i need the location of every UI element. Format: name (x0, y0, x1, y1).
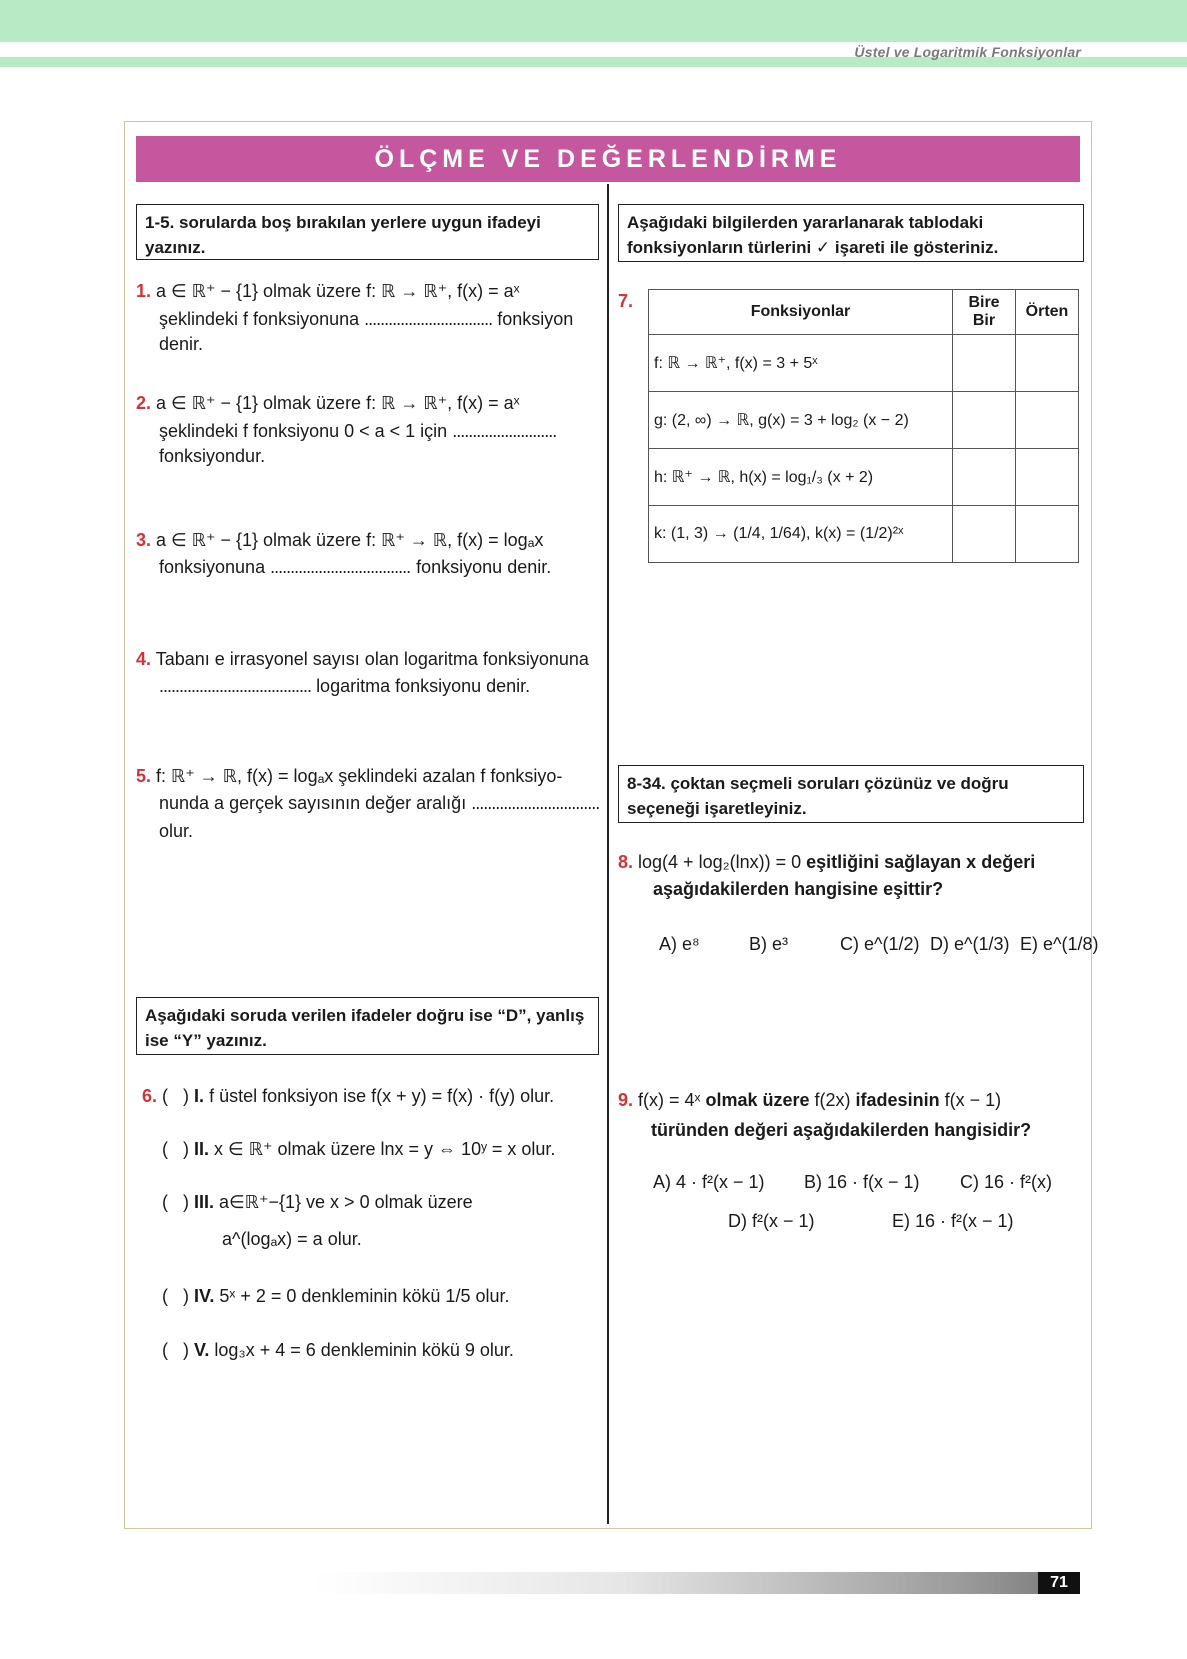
question-6-number: 6. (142, 1086, 158, 1106)
question-3-text-a: fonksiyonuna (159, 557, 266, 577)
question-4-line1 (136, 646, 589, 672)
question-2-number: 2. (136, 393, 152, 413)
checkbox-cell[interactable] (953, 392, 1016, 449)
question-6-item-3 (162, 1189, 473, 1215)
question-9-expr-c: f(2x) (814, 1090, 851, 1110)
question-6-item-3-sub: a^(logₐx) = a olur. (222, 1229, 362, 1249)
item-text: x ∈ ℝ⁺ olmak üzere lnx = y ⇔ 10ʸ = x olur. (214, 1139, 556, 1159)
table-row (649, 392, 1079, 449)
checkbox-cell[interactable] (1016, 449, 1079, 506)
question-3-text: a ∈ ℝ⁺ − {1} olmak üzere f: ℝ⁺ → ℝ, f(x) = logₐx (156, 530, 544, 550)
table-row (649, 449, 1079, 506)
question-8-line2: aşağıdakilerden hangisine eşittir? (653, 879, 944, 899)
question-4-line2 (159, 673, 530, 699)
checkbox-cell[interactable] (1016, 335, 1079, 392)
header-onto: Örten (1016, 290, 1079, 335)
item-label: II. (194, 1139, 210, 1159)
function-cell: g: (2, ∞) → ℝ, g(x) = 3 + log₂ (x − 2) (649, 392, 953, 449)
question-5-line1 (136, 763, 562, 789)
question-5-line3: olur. (159, 821, 194, 841)
item-label: I. (194, 1086, 205, 1106)
item-text: f üstel fonksiyon ise f(x + y) = f(x) · f(y) olur. (209, 1086, 555, 1106)
question-3-text-b: . fonksiyonu denir. (406, 557, 552, 577)
function-cell: f: ℝ → ℝ⁺, f(x) = 3 + 5ˣ (649, 335, 953, 392)
question-2-text: a ∈ ℝ⁺ − {1} olmak üzere f: ℝ → ℝ⁺, f(x) = aˣ (156, 393, 520, 413)
table-row (649, 335, 1079, 392)
question-1-text-a: şeklindeki f fonksiyonuna (159, 309, 360, 329)
question-6-item-2 (162, 1136, 555, 1162)
question-9-line1 (618, 1087, 1001, 1113)
checkbox-cell[interactable] (1016, 392, 1079, 449)
answer-blank[interactable]: ( ) (162, 1192, 189, 1212)
option-e[interactable]: E) 16 · f²(x − 1) (892, 1211, 1014, 1231)
question-1-line3: denir. (159, 334, 204, 354)
question-1-line2 (159, 306, 573, 332)
column-divider (607, 184, 609, 1524)
question-2-line2 (159, 418, 556, 444)
option-c[interactable]: C) 16 · f²(x) (960, 1172, 1052, 1192)
answer-blank[interactable]: ( ) (162, 1086, 190, 1106)
table-header-row (649, 290, 1079, 335)
option-c[interactable]: C) e^(1/2) (840, 934, 920, 954)
question-9-text-d: ifadesinin (855, 1090, 940, 1110)
checkbox-cell[interactable] (1016, 506, 1079, 563)
item-label: V. (194, 1340, 210, 1360)
question-7-number: 7. (618, 291, 634, 311)
question-4-text-b: logaritma fonksiyonu denir. (316, 676, 531, 696)
table-row (649, 506, 1079, 563)
question-4-text: Tabanı e irrasyonel sayısı olan logaritma fonksiyonuna (155, 649, 589, 669)
question-3-number: 3. (136, 530, 152, 550)
option-b[interactable]: B) 16 · f(x − 1) (804, 1172, 920, 1192)
instruction-box-7: Aşağıdaki bilgilerden yararlanarak tablodaki fonksiyonların türlerini ✓ işareti ile gösteriniz. (618, 204, 1084, 262)
item-label: IV. (194, 1286, 215, 1306)
option-b[interactable]: B) e³ (749, 934, 789, 954)
header-one-to-one: Bire Bir (953, 290, 1016, 335)
blank-field[interactable]: .......................... (452, 421, 557, 441)
question-4-number: 4. (136, 649, 152, 669)
question-1-number: 1. (136, 281, 152, 301)
question-2-line3: fonksiyondur. (159, 446, 266, 466)
option-e[interactable]: E) e^(1/8) (1020, 934, 1099, 954)
footer-gradient-bar (315, 1572, 1080, 1594)
option-d[interactable]: D) f²(x − 1) (728, 1211, 815, 1231)
question-9-number: 9. (618, 1090, 634, 1110)
top-band (0, 0, 1187, 42)
question-9-expr-a: f(x) = 4ˣ (638, 1090, 701, 1110)
question-5-text-a: nunda a gerçek sayısının değer aralığı (159, 793, 467, 813)
functions-table (648, 289, 1079, 563)
question-3-line1 (136, 527, 543, 553)
item-text: log₃x + 4 = 6 denkleminin kökü 9 olur. (214, 1340, 514, 1360)
checkbox-cell[interactable] (953, 449, 1016, 506)
question-8-text: eşitliğini sağlayan x değeri (806, 852, 1036, 872)
instruction-box-6: Aşağıdaki soruda verilen ifadeler doğru ise “D”, yanlış ise “Y” yazınız. (136, 997, 599, 1055)
blank-field[interactable]: ................................ (471, 793, 600, 813)
question-5-line2 (159, 790, 599, 816)
question-1-line1 (136, 278, 520, 304)
blank-field[interactable]: ...................................... (159, 676, 312, 696)
item-text: a∈ℝ⁺−{1} ve x > 0 olmak üzere (219, 1192, 473, 1212)
instruction-box-1-5: 1-5. sorularda boş bırakılan yerlere uygun ifadeyi yazınız. (136, 204, 599, 260)
header-functions: Fonksiyonlar (649, 290, 953, 335)
option-a[interactable]: A) e⁸ (659, 934, 700, 954)
question-9-expr-e: f(x − 1) (944, 1090, 1002, 1110)
question-6-item-1 (142, 1083, 554, 1109)
question-8-expression: log(4 + log₂(lnx)) = 0 (638, 852, 802, 872)
question-6-item-5 (162, 1337, 514, 1363)
question-3-line2 (159, 554, 551, 580)
item-label: III. (194, 1192, 215, 1212)
function-cell: k: (1, 3) → (1/4, 1/64), k(x) = (1/2)²ˣ (649, 506, 953, 563)
function-cell: h: ℝ⁺ → ℝ, h(x) = log₁/₃ (x + 2) (649, 449, 953, 506)
blank-field[interactable]: ................................ (364, 309, 493, 329)
answer-blank[interactable]: ( ) (162, 1340, 189, 1360)
question-2-text-a: şeklindeki f fonksiyonu 0 < a < 1 için (159, 421, 448, 441)
question-1-text: a ∈ ℝ⁺ − {1} olmak üzere f: ℝ → ℝ⁺, f(x) = aˣ (156, 281, 520, 301)
question-9-line2: türünden değeri aşağıdakilerden hangisidir? (651, 1120, 1032, 1140)
question-2-line1 (136, 390, 520, 416)
checkbox-cell[interactable] (953, 506, 1016, 563)
section-title: Üstel ve Logaritmik Fonksiyonlar (854, 44, 1081, 60)
question-1-text-b: fonksiyon (497, 309, 574, 329)
page-number: 71 (1038, 1572, 1080, 1594)
option-d[interactable]: D) e^(1/3) (930, 934, 1010, 954)
question-9-text-b: olmak üzere (705, 1090, 810, 1110)
answer-blank[interactable]: ( ) (162, 1286, 189, 1306)
question-8-number: 8. (618, 852, 634, 872)
question-5-number: 5. (136, 766, 152, 786)
instruction-box-8-34: 8-34. çoktan seçmeli soruları çözünüz ve doğru seçeneği işaretleyiniz. (618, 765, 1084, 823)
checkbox-cell[interactable] (953, 335, 1016, 392)
item-text: 5ˣ + 2 = 0 denkleminin kökü 1/5 olur. (219, 1286, 510, 1306)
option-a[interactable]: A) 4 · f²(x − 1) (653, 1172, 765, 1192)
blank-field[interactable]: .................................. (270, 557, 407, 577)
answer-blank[interactable]: ( ) (162, 1139, 189, 1159)
question-8-line1 (618, 849, 1035, 875)
question-6-item-4 (162, 1283, 509, 1309)
banner-title: ÖLÇME VE DEĞERLENDİRME (136, 136, 1080, 182)
question-5-text: f: ℝ⁺ → ℝ, f(x) = logₐx şeklindeki azalan f fonksiyo- (156, 766, 563, 786)
